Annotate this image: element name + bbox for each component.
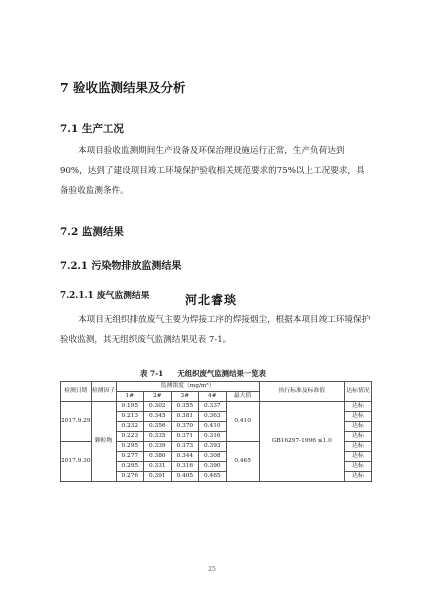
header-standard: 执行标准及标准值 [259,382,344,402]
result-cell: 达标 [344,452,371,462]
header-result: 达标情况 [344,382,371,402]
value-cell: 0.373 [171,442,198,452]
header-point-3: 3# [171,392,198,402]
value-cell: 0.370 [171,422,198,432]
result-cell: 达标 [344,402,371,412]
value-cell: 0.391 [144,472,171,482]
value-cell: 0.232 [116,422,143,432]
value-cell: 0.308 [199,452,226,462]
value-cell: 0.371 [171,432,198,442]
production-paragraph: 本项目验收监测期间生产设备及环保治理设施运行正常，生产负荷达到90%，达到了建设项目竣工环境保护验收相关规范要求的75%以上工况要求，具备验收监测条件。 [60,146,365,196]
value-cell: 0.380 [144,452,171,462]
value-cell: 0.344 [171,452,198,462]
value-cell: 0.355 [171,402,198,412]
table-row [61,402,372,412]
header-item: 检测因子 [91,382,116,402]
company-stamp-text: 河北睿琰 [185,293,238,307]
subsection-title-exhaust: 7.2.1.1 废气监测结果 [60,291,150,301]
exhaust-paragraph: 本项目无组织排放废气主要为焊接工序的焊接烟尘，根据本项目竣工环境保护验收监测，其无组织废气监测结果见表 7-1。 [60,315,371,345]
value-cell: 0.465 [199,472,226,482]
exhaust-monitoring-table [60,381,372,482]
header-point-2: 2# [144,392,171,402]
subsection-title-emission: 7.2.1 污染物排放监测结果 [60,261,182,272]
result-cell: 达标 [344,442,371,452]
result-cell: 达标 [344,422,371,432]
value-cell: 0.302 [144,402,171,412]
value-cell: 0.337 [199,402,226,412]
date-cell: 2017.9.30 [61,442,92,482]
value-cell: 0.331 [144,462,171,472]
value-cell: 0.363 [199,412,226,422]
date-cell: 2017.9.29 [61,402,92,442]
result-cell: 达标 [344,462,371,472]
value-cell: 0.390 [199,462,226,472]
subsection-title-results: 7.2 监测结果 [60,226,124,238]
standard-cell: GB16297-1996 ≤1.0 [259,402,344,482]
factor-cell: 颗粒物 [91,402,116,482]
header-point-1: 1# [116,392,143,402]
value-cell: 0.339 [144,442,171,452]
value-cell: 0.393 [199,442,226,452]
max-cell: 0.465 [226,442,259,482]
value-cell: 0.223 [116,432,143,442]
value-cell: 0.295 [116,442,143,452]
header-concentration-group: 监测浓度（mg/m³） [116,382,259,392]
header-point-4: 4# [199,392,226,402]
value-cell: 0.295 [116,462,143,472]
value-cell: 0.335 [144,432,171,442]
table-title: 无组织废气监测结果一览表 [177,369,267,378]
table-caption [140,368,280,379]
value-cell: 0.345 [144,412,171,422]
value-cell: 0.381 [171,412,198,422]
value-cell: 0.405 [171,472,198,482]
value-cell: 0.276 [116,472,143,482]
value-cell: 0.316 [199,432,226,442]
header-max: 最大值 [226,392,259,402]
value-cell: 0.195 [116,402,143,412]
value-cell: 0.316 [171,462,198,472]
value-cell: 0.356 [144,422,171,432]
value-cell: 0.277 [116,452,143,462]
header-date: 检测日期 [61,382,92,402]
subsection-title-production: 7.1 生产工况 [60,123,124,135]
max-cell: 0.410 [226,402,259,442]
page-number: 25 [208,566,216,573]
result-cell: 达标 [344,432,371,442]
section-title: 7 验收监测结果及分析 [60,80,186,95]
table-header-row [61,382,372,392]
value-cell: 0.213 [116,412,143,422]
result-cell: 达标 [344,412,371,422]
result-cell: 达标 [344,472,371,482]
table-number: 表 7-1 [140,369,164,378]
value-cell: 0.410 [199,422,226,432]
